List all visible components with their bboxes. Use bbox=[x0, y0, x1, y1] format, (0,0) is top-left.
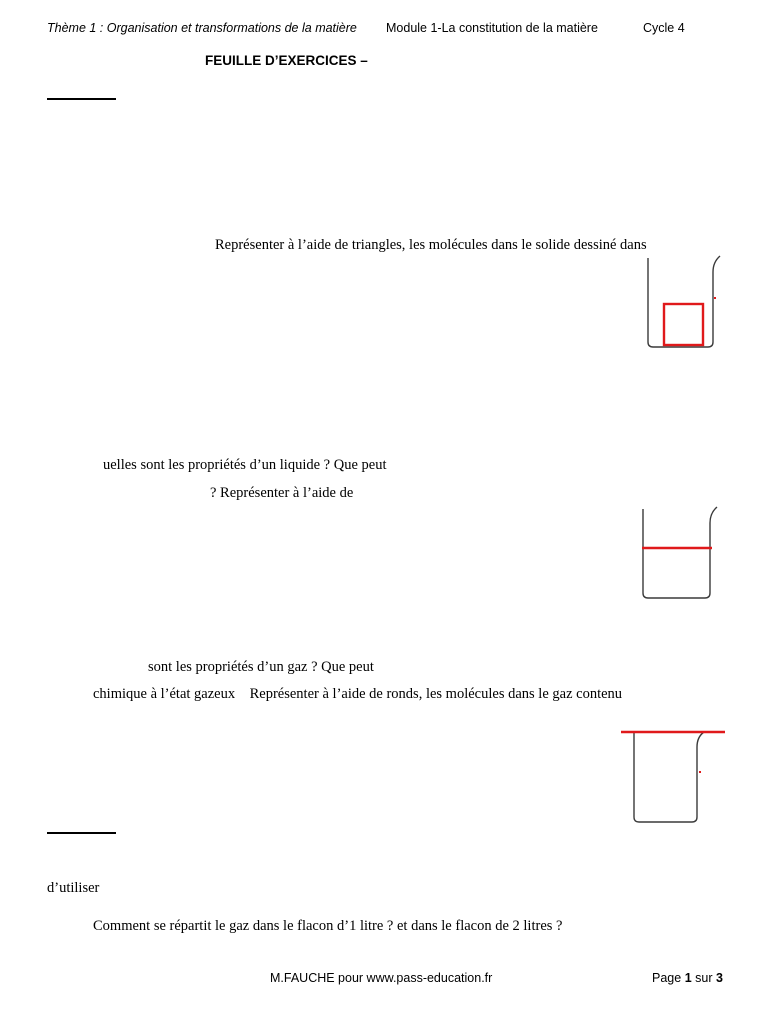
flask-intro: d’utiliser bbox=[47, 880, 100, 896]
page-total: 3 bbox=[715, 971, 723, 985]
header-module: Module 1-La constitution de la matière bbox=[386, 21, 598, 35]
page-title: FEUILLE D’EXERCICES – bbox=[205, 53, 368, 68]
solid-instruction: Représenter à l’aide de triangles, les molécules dans le solide dessiné dans bbox=[215, 237, 647, 253]
header-cycle: Cycle 4 bbox=[643, 21, 685, 35]
beaker-solid-icon bbox=[640, 252, 730, 352]
footer-author: M.FAUCHE pour www.pass-education.fr bbox=[270, 971, 493, 985]
page-sep: sur bbox=[695, 971, 713, 985]
page-number bbox=[652, 971, 723, 985]
liquid-question-line2: ? Représenter à l’aide de bbox=[210, 485, 354, 501]
liquid-question-line1: uelles sont les propriétés d’un liquide ? Que peut bbox=[103, 457, 387, 473]
gas-question-line2: chimique à l’état gazeux Représenter à l’aide de ronds, les molécules dans le gaz contenu bbox=[93, 686, 623, 702]
page-word: Page bbox=[652, 971, 682, 985]
beaker-gas-icon bbox=[620, 725, 730, 830]
header-theme: Thème 1 : Organisation et transformations de la matière bbox=[47, 21, 357, 35]
section-divider bbox=[47, 832, 116, 834]
gas-question-line1: sont les propriétés d’un gaz ? Que peut bbox=[148, 659, 374, 675]
page-current: 1 bbox=[684, 971, 692, 985]
flask-question: Comment se répartit le gaz dans le flacon d’1 litre ? et dans le flacon de 2 litres ? bbox=[93, 918, 563, 934]
beaker-liquid-icon bbox=[635, 503, 725, 603]
section-divider bbox=[47, 98, 116, 100]
